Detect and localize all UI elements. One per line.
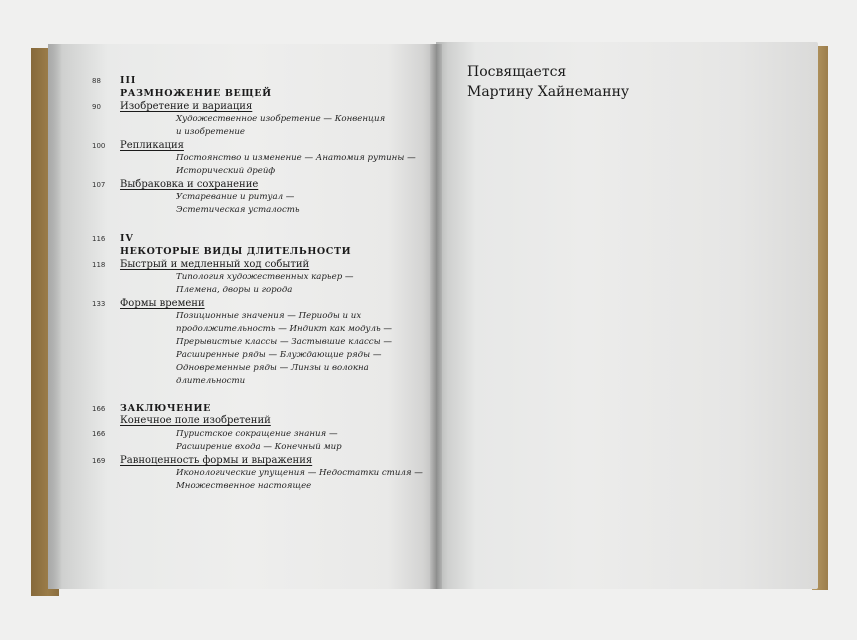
dedication [467,62,629,102]
page-number: 116 [92,235,106,243]
subsection-line: Одновременные ряды — Линзы и волокна [176,363,369,373]
subsection-line: Позиционные значения — Периоды и их [176,311,362,321]
subsection-line: Расширенные ряды — Блуждающие ряды — [176,350,382,360]
page-number: 133 [92,300,106,308]
subsection-line: Пуристское сокращение знания — [176,429,338,439]
subsection-line: Устаревание и ритуал — [176,192,295,202]
part-number: III [120,75,137,86]
chapter-link[interactable]: Конечное поле изобретений [120,415,271,426]
subsection-line: и изобретение [176,127,246,137]
chapter-link[interactable]: Изобретение и вариация [120,101,253,112]
chapter-link[interactable]: Равноценность формы и выражения [120,455,313,466]
subsection-line: Иконологические упущения — Недостатки стиля — [176,468,423,478]
part-title: ЗАКЛЮЧЕНИЕ [120,403,211,414]
subsection-line: Эстетическая усталость [176,205,300,215]
page-number: 107 [92,181,106,189]
page-number: 100 [92,142,106,150]
page-number: 118 [92,261,106,269]
page-number: 166 [92,430,106,438]
subsection-line: длительности [176,376,246,386]
subsection-line: Прерывистые классы — Застывшие классы — [176,337,392,347]
subsection-line: продолжительность — Индикт как модуль — [176,324,392,334]
part-title: НЕКОТОРЫЕ ВИДЫ ДЛИТЕЛЬНОСТИ [120,246,352,257]
part-title: РАЗМНОЖЕНИЕ ВЕЩЕЙ [120,88,272,99]
subsection-line: Типология художественных карьер — [176,272,354,282]
chapter-link[interactable]: Выбраковка и сохранение [120,179,259,190]
chapter-link[interactable]: Репликация [120,140,184,151]
subsection-line: Постоянство и изменение — Анатомия рутины — [176,153,416,163]
page-number: 88 [92,77,101,85]
page-number: 169 [92,457,106,465]
dedication-name: Мартину Хайнеманну [467,84,630,100]
chapter-link[interactable]: Быстрый и медленный ход событий [120,259,310,270]
chapter-link[interactable]: Формы времени [120,298,205,309]
subsection-line: Исторический дрейф [176,166,276,176]
subsection-line: Расширение входа — Конечный мир [176,442,342,452]
dedication-line: Посвящается [467,64,567,80]
subsection-line: Художественное изобретение — Конвенция [176,114,386,124]
subsection-line: Племена, дворы и города [176,285,293,295]
part-number: IV [120,233,134,244]
page-number: 166 [92,405,106,413]
subsection-line: Множественное настоящее [176,481,312,491]
page-number: 90 [92,103,101,111]
